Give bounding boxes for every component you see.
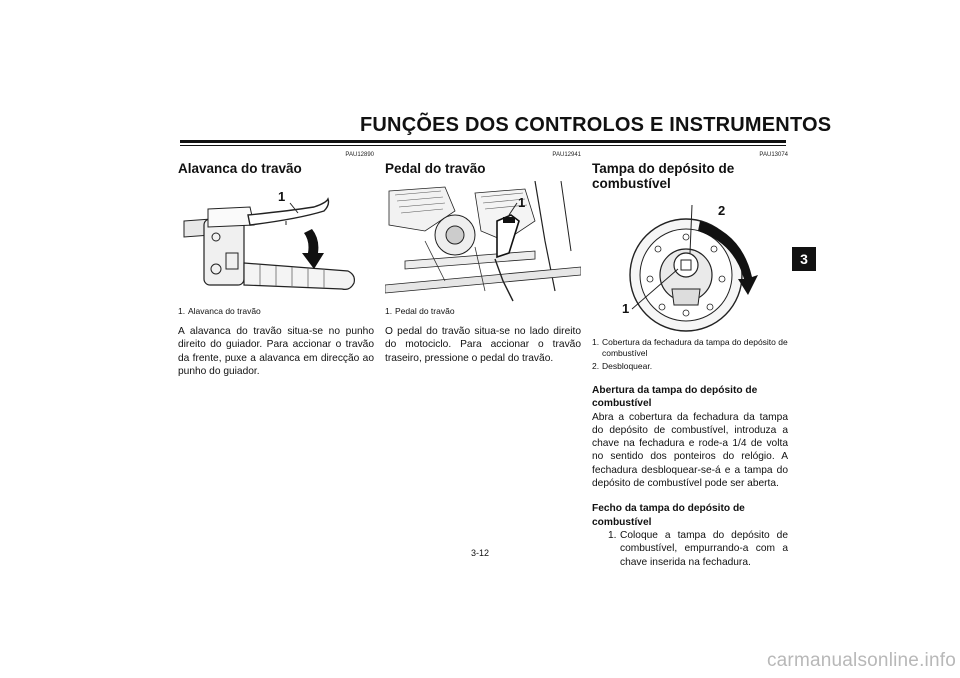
figure-caption — [592, 337, 788, 372]
subsection-heading: Abertura da tampa do depósito de combustível — [592, 385, 758, 410]
step-number: 1. — [608, 529, 617, 541]
column-brake-lever — [178, 152, 374, 378]
caption-number: 2. — [592, 361, 600, 371]
figure-caption — [385, 306, 581, 317]
caption-number: 1. — [592, 337, 600, 347]
column-fuel-tank-cap — [592, 152, 788, 569]
section-title: Tampa do depósito de combustível — [592, 161, 735, 191]
header-rule-thin — [180, 145, 786, 146]
caption-text: Cobertura da fechadura da tampa do depósito de combustível — [602, 337, 788, 358]
caption-number: 1. — [385, 306, 393, 316]
caption-number: 1. — [178, 306, 186, 316]
subsection-heading: Fecho da tampa do depósito de combustível — [592, 503, 745, 528]
section-title: Pedal do travão — [385, 161, 486, 176]
section-title: Alavanca do travão — [178, 161, 302, 176]
brake-pedal-illustration — [385, 181, 581, 304]
subsection-text: Abra a cobertura da fechadura da tampa do depósito de combustível, introduza a chave na fechadura e rode-a 1/4 de volta no sentido dos ponteiros do relógio. A fechadura desbloquear-se-á e a tampa do depósito de combustível pode ser aberta. — [592, 411, 788, 490]
section-code: PAU12941 — [552, 152, 581, 158]
figure-caption — [178, 306, 374, 317]
section-code: PAU12890 — [345, 152, 374, 158]
column-brake-pedal — [385, 152, 581, 365]
page-number: 3-12 — [470, 548, 489, 558]
body-paragraph: A alavanca do travão situa-se no punho direito do guiador. Para accionar o travão da frente, puxe a alavanca em direcção ao punho do guiador. — [178, 326, 374, 377]
chapter-tab: 3 — [792, 247, 816, 271]
callout-1: 1 — [278, 189, 286, 204]
brake-pedal-figure — [385, 181, 581, 304]
caption-text: Alavanca do travão — [188, 306, 261, 316]
section-code: PAU13074 — [759, 152, 788, 158]
callout-2: 2 — [718, 203, 726, 218]
step-text: Coloque a tampa do depósito de combustível, empurrando-a com a chave inserida na fechadura. — [620, 529, 788, 568]
body-paragraph: O pedal do travão situa-se no lado direito do motociclo. Para accionar o travão traseiro, pressione o pedal do travão. — [385, 326, 581, 364]
page-title: FUNÇÕES DOS CONTROLOS E INSTRUMENTOS — [360, 114, 832, 136]
caption-text: Pedal do travão — [395, 306, 455, 316]
brake-lever-illustration — [178, 181, 374, 304]
brake-lever-figure — [178, 181, 374, 304]
fuel-cap-figure — [592, 203, 788, 335]
step-item — [608, 529, 788, 569]
callout-1: 1 — [518, 195, 526, 210]
watermark: carmanualsonline.info — [766, 650, 956, 671]
header-rule — [180, 140, 786, 143]
callout-1: 1 — [622, 301, 630, 316]
caption-text: Desbloquear. — [602, 361, 653, 371]
